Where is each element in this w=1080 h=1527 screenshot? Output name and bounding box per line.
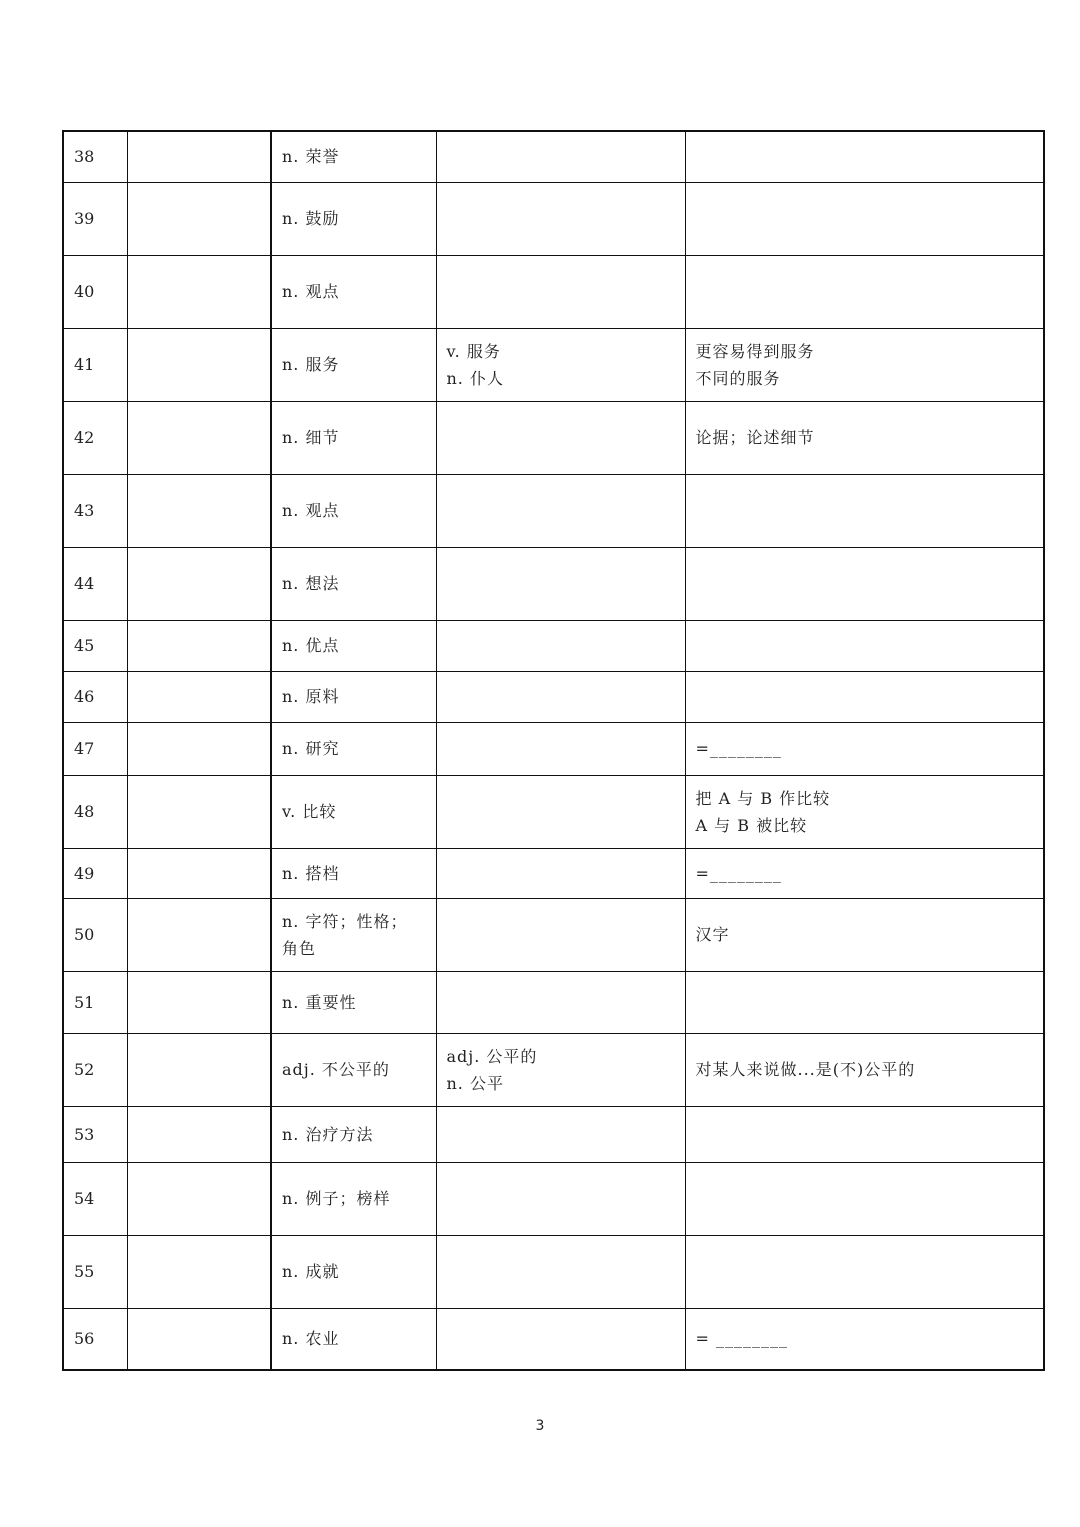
phrases-cell	[685, 671, 1044, 722]
row-number-cell: 48	[63, 775, 127, 848]
phrases-line: =________	[695, 863, 782, 883]
phrases-cell	[685, 328, 1044, 401]
meaning-line: n. 服务	[282, 355, 340, 374]
word-cell[interactable]	[127, 255, 271, 328]
row-number-cell: 52	[63, 1033, 127, 1106]
meaning-line: n. 鼓励	[282, 209, 340, 228]
meaning-cell	[271, 328, 436, 401]
table-row	[63, 547, 1044, 620]
word-cell[interactable]	[127, 401, 271, 474]
word-forms-cell	[436, 255, 685, 328]
word-cell[interactable]	[127, 328, 271, 401]
meaning-line: n. 研究	[282, 739, 340, 758]
word-cell[interactable]	[127, 848, 271, 898]
row-number-cell: 42	[63, 401, 127, 474]
meaning-cell	[271, 182, 436, 255]
phrases-cell	[685, 971, 1044, 1033]
word-forms-cell	[436, 131, 685, 182]
word-forms-line: adj. 公平的	[446, 1046, 538, 1066]
word-cell[interactable]	[127, 620, 271, 671]
meaning-cell	[271, 1162, 436, 1235]
phrases-line: 不同的服务	[695, 368, 781, 388]
word-cell[interactable]	[127, 671, 271, 722]
meaning-cell	[271, 722, 436, 775]
word-forms-cell	[436, 1033, 685, 1106]
word-cell[interactable]	[127, 1106, 271, 1162]
word-cell[interactable]	[127, 1308, 271, 1370]
meaning-cell	[271, 474, 436, 547]
row-number-cell: 56	[63, 1308, 127, 1370]
word-forms-cell	[436, 1162, 685, 1235]
phrases-line: 更容易得到服务	[695, 341, 815, 361]
row-number-cell: 55	[63, 1235, 127, 1308]
meaning-line: n. 想法	[282, 574, 340, 593]
table-row	[63, 722, 1044, 775]
table-row	[63, 620, 1044, 671]
row-number-cell: 39	[63, 182, 127, 255]
table-row	[63, 131, 1044, 182]
word-forms-cell	[436, 401, 685, 474]
meaning-line: 角色	[282, 938, 317, 958]
word-cell[interactable]	[127, 1033, 271, 1106]
table-row	[63, 1033, 1044, 1106]
meaning-line: n. 细节	[282, 428, 340, 447]
phrases-line: 把 A 与 B 作比较	[695, 788, 831, 808]
word-forms-cell	[436, 547, 685, 620]
word-cell[interactable]	[127, 1235, 271, 1308]
phrases-line: 对某人来说做...是(不)公平的	[695, 1060, 916, 1079]
table-row	[63, 1162, 1044, 1235]
phrases-cell	[685, 1106, 1044, 1162]
meaning-line: v. 比较	[282, 802, 337, 821]
meaning-line: n. 荣誉	[282, 147, 340, 167]
row-number-cell: 49	[63, 848, 127, 898]
word-forms-cell	[436, 722, 685, 775]
word-cell[interactable]	[127, 131, 271, 182]
table-row	[63, 1106, 1044, 1162]
word-forms-cell	[436, 620, 685, 671]
word-forms-cell	[436, 1106, 685, 1162]
word-forms-line: v. 服务	[446, 341, 501, 361]
meaning-cell	[271, 971, 436, 1033]
phrases-cell	[685, 401, 1044, 474]
word-forms-cell	[436, 898, 685, 971]
page-number: 3	[535, 1418, 545, 1434]
phrases-cell	[685, 255, 1044, 328]
phrases-cell	[685, 474, 1044, 547]
table-row	[63, 848, 1044, 898]
meaning-cell	[271, 898, 436, 971]
table-row	[63, 898, 1044, 971]
word-forms-cell	[436, 1235, 685, 1308]
phrases-cell	[685, 848, 1044, 898]
word-cell[interactable]	[127, 1162, 271, 1235]
word-forms-cell	[436, 775, 685, 848]
table-row	[63, 775, 1044, 848]
phrases-cell	[685, 1308, 1044, 1370]
row-number-cell: 46	[63, 671, 127, 722]
meaning-line: n. 搭档	[282, 863, 340, 883]
meaning-cell	[271, 1033, 436, 1106]
phrases-cell	[685, 620, 1044, 671]
word-forms-line: n. 仆人	[446, 368, 504, 388]
phrases-cell	[685, 131, 1044, 182]
word-forms-line: n. 公平	[446, 1073, 504, 1093]
word-forms-cell	[436, 1308, 685, 1370]
meaning-cell	[271, 620, 436, 671]
meaning-cell	[271, 775, 436, 848]
meaning-cell	[271, 547, 436, 620]
row-number-cell: 50	[63, 898, 127, 971]
meaning-cell	[271, 848, 436, 898]
meaning-cell	[271, 131, 436, 182]
row-number-cell: 51	[63, 971, 127, 1033]
meaning-cell	[271, 1308, 436, 1370]
meaning-line: n. 治疗方法	[282, 1124, 374, 1144]
word-forms-cell	[436, 671, 685, 722]
phrases-cell	[685, 1033, 1044, 1106]
meaning-cell	[271, 255, 436, 328]
word-cell[interactable]	[127, 971, 271, 1033]
word-cell[interactable]	[127, 547, 271, 620]
row-number-cell: 40	[63, 255, 127, 328]
meaning-line: n. 重要性	[282, 992, 357, 1012]
table-row	[63, 328, 1044, 401]
meaning-line: n. 农业	[282, 1329, 340, 1349]
phrases-cell	[685, 547, 1044, 620]
meaning-line: n. 观点	[282, 282, 340, 301]
row-number-cell: 47	[63, 722, 127, 775]
table-row	[63, 1235, 1044, 1308]
vocabulary-table	[62, 130, 1045, 1371]
phrases-line: 汉字	[695, 925, 730, 944]
word-cell[interactable]	[127, 722, 271, 775]
word-cell[interactable]	[127, 182, 271, 255]
phrases-cell	[685, 182, 1044, 255]
meaning-line: n. 字符；性格；	[282, 911, 408, 931]
meaning-cell	[271, 1235, 436, 1308]
phrases-line: 论据；论述细节	[695, 428, 815, 447]
meaning-line: n. 观点	[282, 501, 340, 520]
row-number-cell: 41	[63, 328, 127, 401]
meaning-cell	[271, 671, 436, 722]
row-number-cell: 44	[63, 547, 127, 620]
meaning-line: n. 原料	[282, 687, 340, 706]
word-forms-cell	[436, 971, 685, 1033]
word-forms-cell	[436, 328, 685, 401]
phrases-cell	[685, 1235, 1044, 1308]
meaning-line: n. 优点	[282, 636, 340, 655]
phrases-line: =________	[695, 739, 782, 758]
table-row	[63, 474, 1044, 547]
table-row	[63, 255, 1044, 328]
table-row	[63, 971, 1044, 1033]
word-cell[interactable]	[127, 474, 271, 547]
row-number-cell: 43	[63, 474, 127, 547]
table-row	[63, 671, 1044, 722]
phrases-cell	[685, 1162, 1044, 1235]
meaning-line: adj. 不公平的	[282, 1060, 390, 1079]
phrases-cell	[685, 898, 1044, 971]
table-body	[63, 131, 1044, 1370]
phrases-line: = ________	[695, 1329, 788, 1349]
word-cell[interactable]	[127, 775, 271, 848]
table-row	[63, 182, 1044, 255]
meaning-cell	[271, 401, 436, 474]
word-cell[interactable]	[127, 898, 271, 971]
table-row	[63, 401, 1044, 474]
phrases-cell	[685, 775, 1044, 848]
meaning-line: n. 成就	[282, 1262, 340, 1281]
phrases-cell	[685, 722, 1044, 775]
row-number-cell: 38	[63, 131, 127, 182]
row-number-cell: 54	[63, 1162, 127, 1235]
word-forms-cell	[436, 474, 685, 547]
word-forms-cell	[436, 182, 685, 255]
word-forms-cell	[436, 848, 685, 898]
meaning-line: n. 例子；榜样	[282, 1189, 391, 1208]
row-number-cell: 53	[63, 1106, 127, 1162]
row-number-cell: 45	[63, 620, 127, 671]
phrases-line: A 与 B 被比较	[695, 815, 808, 835]
table-row	[63, 1308, 1044, 1370]
meaning-cell	[271, 1106, 436, 1162]
